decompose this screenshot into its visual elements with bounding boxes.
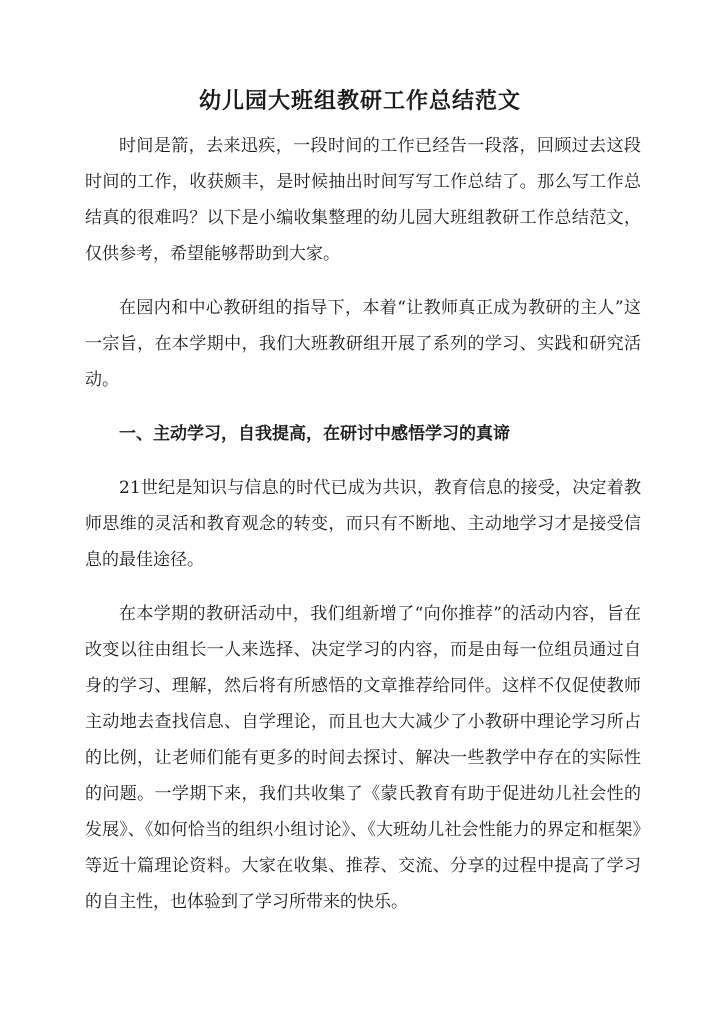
intro-paragraph: 时间是箭，去来迅疾，一段时间的工作已经告一段落，回顾过去这段时间的工作，收获颇丰，是时候抽出时间写写工作总结了。那么写工作总结真的很难吗？以下是小编收集整理的幼儿园大班组教研工作总结范文，仅供参考，希望能够帮助到大家。 xyxy=(85,136,641,264)
document-body xyxy=(85,128,641,938)
document-title: 幼儿园大班组教研工作总结范文 xyxy=(198,88,521,114)
section-paragraph: 21世纪是知识与信息的时代已成为共识，教育信息的接受，决定着教师思维的灵活和教育观念的转变，而只有不断地、主动地学习才是接受信息的最佳途径。 xyxy=(85,478,641,570)
section-heading: 一、主动学习，自我提高，在研讨中感悟学习的真谛 xyxy=(119,424,510,444)
purpose-paragraph: 在园内和中心教研组的指导下，本着“让教师真正成为教研的主人”这一宗旨，在本学期中，我们大班教研组开展了系列的学习、实践和研究活动。 xyxy=(85,298,641,390)
section-paragraph: 在本学期的教研活动中，我们组新增了“向你推荐”的活动内容，旨在改变以往由组长一人来选择、决定学习的内容，而是由每一位组员通过自身的学习、理解，然后将有所感悟的文章推荐给同伴。这样不仅促使教师主动地去查找信息、自学理论，而且也大大减少了小教研中理论学习所占的比例，让老师们能有更多的时间去探讨、解决一些教学中存在的实际性的问题。一学期下来，我们共收集了《蒙氏教育有助于促进幼儿社会性的发展》、《如何恰当的组织小组讨论》、《大班幼儿社会性能力的界定和框架》等近十篇理论资料。大家在收集、推荐、交流、分享的过程中提高了学习的自主性，也体验到了学习所带来的快乐。 xyxy=(85,604,641,912)
